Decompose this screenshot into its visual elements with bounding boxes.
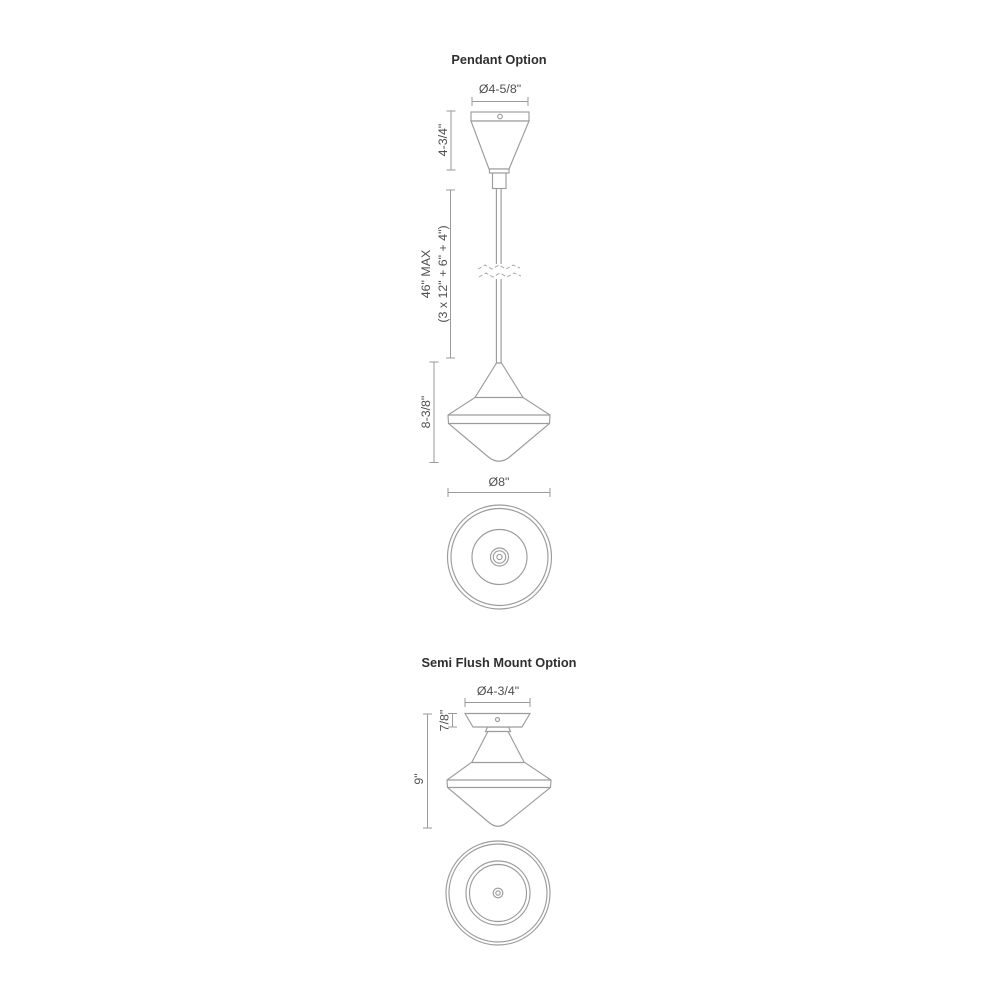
top-view-hub-ring: [493, 551, 505, 563]
pendant-canopy-height-label: 4-3/4": [436, 123, 450, 157]
bottom-view-center-hole: [496, 891, 500, 895]
rod-break-symbol: [478, 265, 521, 277]
pendant-section-title: Pendant Option: [451, 52, 547, 67]
break-squiggle: [478, 265, 520, 269]
bottom-view-hub-circle: [493, 888, 503, 898]
pendant-shade-height-label: 8-3/8": [419, 395, 433, 429]
pendant-rod: [478, 189, 521, 364]
bottom-view-rim-circle: [449, 844, 547, 942]
semi-flush-fixture-height-label: 9": [412, 773, 426, 785]
pendant-rod-length-formula-label: (3 x 12" + 6" + 4"): [436, 225, 450, 323]
bottom-view-outer-circle: [446, 841, 550, 945]
pendant-shade-height-dimension: [419, 362, 439, 463]
bottom-view-ring-inner-circle: [470, 865, 527, 922]
semi-flush-fixture-height-dimension: [412, 714, 432, 828]
break-squiggle: [479, 273, 521, 277]
semi-flush-section: [412, 655, 577, 945]
canopy-top-band: [471, 112, 529, 121]
pendant-top-view: [448, 505, 552, 609]
semi-flush-section-title: Semi Flush Mount Option: [421, 655, 577, 670]
top-view-rim-circle: [451, 509, 548, 606]
canopy-cone-body: [471, 121, 529, 169]
semi-flush-neck: [486, 727, 511, 732]
bottom-view-ring-outer-circle: [466, 861, 530, 925]
semi-flush-canopy-height-label: 7/8": [437, 709, 452, 732]
pendant-shade-diameter-dimension: [448, 475, 550, 497]
shade-outline: [448, 363, 550, 461]
pendant-canopy-diameter-label: Ø4-5/8": [478, 82, 522, 96]
shade-outline: [447, 728, 551, 827]
top-view-inner-circle: [472, 530, 527, 585]
canopy-stem: [493, 173, 507, 189]
semi-flush-canopy: [465, 714, 530, 728]
pendant-canopy-height-dimension: [436, 111, 456, 170]
canopy-body: [465, 714, 530, 728]
top-view-center-hole: [497, 554, 502, 559]
canopy-collar: [490, 169, 510, 173]
semi-flush-shade: [447, 728, 551, 827]
semi-flush-canopy-diameter-label: Ø4-3/4": [476, 684, 520, 698]
semi-flush-canopy-diameter-dimension: [465, 684, 530, 707]
pendant-shade-diameter-label: Ø8": [488, 475, 510, 489]
pendant-canopy: [471, 112, 529, 189]
top-view-outer-circle: [448, 505, 552, 609]
pendant-canopy-diameter-dimension: [472, 82, 528, 106]
pendant-section: [419, 52, 552, 609]
semi-flush-canopy-height-dimension: [438, 710, 458, 732]
pendant-shade: [448, 363, 550, 461]
pendant-rod-length-dimension: [419, 190, 455, 358]
semi-flush-bottom-view: [446, 841, 550, 945]
pendant-rod-length-max-label: 46" MAX: [419, 249, 433, 299]
